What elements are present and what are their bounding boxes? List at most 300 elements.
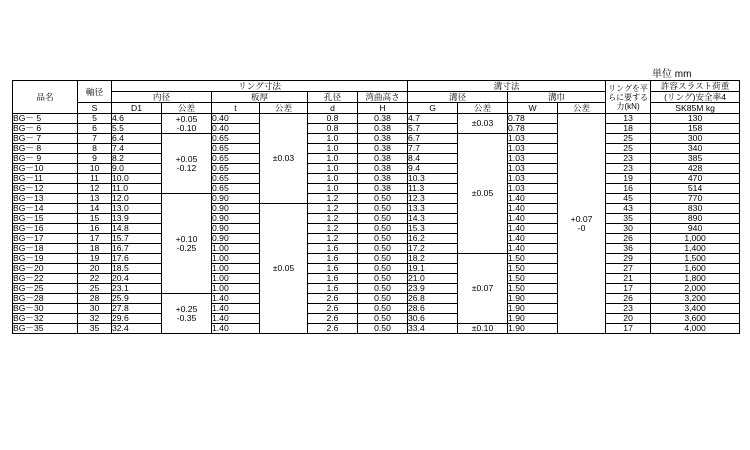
flat-force-value: 45: [606, 194, 651, 204]
w-value: 1.50: [508, 274, 558, 284]
t-tolerance-cell: [260, 114, 308, 204]
d-value: 1.6: [308, 254, 358, 264]
h-value: 0.38: [358, 114, 408, 124]
product-name: BG－ 7: [13, 134, 78, 144]
header-w: W: [508, 103, 558, 114]
header-groove-dia: 溝径: [408, 92, 508, 103]
flat-force-value: 43: [606, 204, 651, 214]
h-value: 0.50: [358, 244, 408, 254]
w-value: 0.78: [508, 114, 558, 124]
product-name: BG－25: [13, 284, 78, 294]
h-value: 0.50: [358, 224, 408, 234]
d-value: 2.6: [308, 304, 358, 314]
d1-value: 14.8: [112, 224, 162, 234]
t-tolerance-cell: [260, 204, 308, 334]
h-value: 0.50: [358, 304, 408, 314]
table-row: [13, 224, 740, 234]
d-value: 2.6: [308, 324, 358, 334]
h-value: 0.50: [358, 284, 408, 294]
d1-value: 29.6: [112, 314, 162, 324]
h-value: 0.50: [358, 264, 408, 274]
d1-value: 5.5: [112, 124, 162, 134]
header-thickness: 板厚: [212, 92, 308, 103]
header-name: 品名: [13, 81, 78, 114]
flat-force-value: 26: [606, 294, 651, 304]
product-name: BG－13: [13, 194, 78, 204]
tolerance-line: +0.10: [175, 233, 198, 244]
table-header: [13, 81, 740, 114]
flat-force-value: 23: [606, 304, 651, 314]
g-value: 5.7: [408, 124, 458, 134]
thrust-load-value: 4,000: [651, 324, 740, 334]
g-value: 12.3: [408, 194, 458, 204]
product-name: BG－16: [13, 224, 78, 234]
shaft-dia-value: 25: [78, 284, 112, 294]
h-value: 0.38: [358, 164, 408, 174]
table-row: [13, 114, 740, 124]
g-value: 7.7: [408, 144, 458, 154]
shaft-dia-value: 13: [78, 194, 112, 204]
d-value: 1.0: [308, 144, 358, 154]
product-name: BG－32: [13, 314, 78, 324]
flat-force-value: 23: [606, 154, 651, 164]
table-row: [13, 284, 740, 294]
g-value: 21.0: [408, 274, 458, 284]
thrust-load-value: 2,000: [651, 284, 740, 294]
thrust-load-value: 770: [651, 194, 740, 204]
header-d1-tolerance: 公差: [162, 103, 212, 114]
header-t-tolerance: 公差: [260, 103, 308, 114]
tolerance-line: -0: [577, 222, 586, 233]
g-value: 16.2: [408, 234, 458, 244]
t-value: 1.00: [212, 284, 260, 294]
t-value: 1.00: [212, 274, 260, 284]
d1-tolerance-value: [162, 235, 211, 253]
thrust-load-value: 1,600: [651, 264, 740, 274]
t-value: 0.65: [212, 174, 260, 184]
shaft-dia-value: 17: [78, 234, 112, 244]
d-value: 2.6: [308, 294, 358, 304]
w-value: 1.40: [508, 224, 558, 234]
d-value: 1.0: [308, 174, 358, 184]
thrust-load-value: 300: [651, 134, 740, 144]
tolerance-line: +0.05: [175, 113, 198, 124]
flat-force-value: 35: [606, 214, 651, 224]
d-value: 1.2: [308, 214, 358, 224]
table-row: [13, 304, 740, 314]
d1-tolerance-value: [162, 155, 211, 173]
h-value: 0.50: [358, 234, 408, 244]
d1-tolerance-value: [162, 305, 211, 323]
w-value: 0.78: [508, 124, 558, 134]
g-tolerance-cell: [458, 134, 508, 254]
d1-value: 25.9: [112, 294, 162, 304]
g-value: 10.3: [408, 174, 458, 184]
shaft-dia-value: 9: [78, 154, 112, 164]
d-value: 1.2: [308, 234, 358, 244]
h-value: 0.50: [358, 314, 408, 324]
w-value: 1.40: [508, 194, 558, 204]
d-value: 1.2: [308, 194, 358, 204]
header-w-tolerance: 公差: [558, 103, 606, 114]
product-name: BG－ 5: [13, 114, 78, 124]
d-value: 0.8: [308, 124, 358, 134]
product-name: BG－15: [13, 214, 78, 224]
header-t: t: [212, 103, 260, 114]
d1-value: 12.0: [112, 194, 162, 204]
shaft-dia-value: 35: [78, 324, 112, 334]
thrust-load-value: 1,000: [651, 234, 740, 244]
flat-force-value: 13: [606, 114, 651, 124]
d1-value: 17.6: [112, 254, 162, 264]
d-value: 1.0: [308, 184, 358, 194]
d-value: 2.6: [308, 314, 358, 324]
g-value: 14.3: [408, 214, 458, 224]
flat-force-value: 18: [606, 124, 651, 134]
h-value: 0.50: [358, 324, 408, 334]
flat-force-value: 16: [606, 184, 651, 194]
t-value: 0.90: [212, 204, 260, 214]
d-value: 1.0: [308, 164, 358, 174]
d-value: 1.2: [308, 204, 358, 214]
flat-force-value: 25: [606, 134, 651, 144]
spec-table: [12, 80, 740, 334]
shaft-dia-value: 11: [78, 174, 112, 184]
product-name: BG－10: [13, 164, 78, 174]
thrust-load-value: 514: [651, 184, 740, 194]
d1-tolerance-value: [162, 115, 211, 133]
t-value: 0.65: [212, 154, 260, 164]
table-row: [13, 234, 740, 244]
tolerance-line: +0.05: [175, 153, 198, 164]
shaft-dia-value: 28: [78, 294, 112, 304]
header-h: H: [358, 103, 408, 114]
d1-value: 18.5: [112, 264, 162, 274]
t-value: 0.40: [212, 124, 260, 134]
product-name: BG－17: [13, 234, 78, 244]
header-hole-dia: 孔径: [308, 92, 358, 103]
g-value: 26.8: [408, 294, 458, 304]
header-flat-force: リングを平らに要する力(kN): [606, 81, 651, 114]
t-tolerance-value: ±0.05: [272, 263, 295, 273]
t-value: 1.00: [212, 254, 260, 264]
header-thrust-load-1: 許容スラスト荷重: [651, 81, 740, 92]
thrust-load-value: 1,800: [651, 274, 740, 284]
shaft-dia-value: 18: [78, 244, 112, 254]
t-value: 1.40: [212, 314, 260, 324]
h-value: 0.50: [358, 214, 408, 224]
shaft-dia-value: 19: [78, 254, 112, 264]
header-d1: D1: [112, 103, 162, 114]
table-row: [13, 144, 740, 154]
header-inner-dia: 内径: [112, 92, 212, 103]
w-value: 1.40: [508, 214, 558, 224]
t-value: 0.65: [212, 164, 260, 174]
w-tolerance-value: [558, 215, 605, 233]
g-tolerance-cell: [458, 254, 508, 324]
header-shaft-symbol: S: [78, 103, 112, 114]
h-value: 0.38: [358, 124, 408, 134]
header-d: d: [308, 103, 358, 114]
w-tolerance-cell: [558, 114, 606, 334]
w-value: 1.40: [508, 234, 558, 244]
flat-force-value: 20: [606, 314, 651, 324]
w-value: 1.40: [508, 204, 558, 214]
d1-value: 13.0: [112, 204, 162, 214]
w-value: 1.50: [508, 284, 558, 294]
tolerance-line: +0.07: [570, 213, 593, 224]
g-value: 11.3: [408, 184, 458, 194]
header-thrust-load-2: (リング)安全率4: [651, 92, 740, 103]
thrust-load-value: 890: [651, 214, 740, 224]
shaft-dia-value: 15: [78, 214, 112, 224]
product-name: BG－ 6: [13, 124, 78, 134]
shaft-dia-value: 6: [78, 124, 112, 134]
shaft-dia-value: 14: [78, 204, 112, 214]
table-row: [13, 264, 740, 274]
flat-force-value: 17: [606, 284, 651, 294]
d-value: 1.6: [308, 244, 358, 254]
d1-value: 11.0: [112, 184, 162, 194]
w-value: 1.03: [508, 134, 558, 144]
tolerance-line: -0.35: [176, 312, 197, 323]
thrust-load-value: 830: [651, 204, 740, 214]
t-value: 1.00: [212, 244, 260, 254]
d-value: 1.6: [308, 284, 358, 294]
d1-value: 7.4: [112, 144, 162, 154]
h-value: 0.50: [358, 194, 408, 204]
table-row: [13, 274, 740, 284]
g-value: 30.6: [408, 314, 458, 324]
d1-value: 15.7: [112, 234, 162, 244]
tolerance-line: -0.12: [176, 162, 197, 173]
shaft-dia-value: 8: [78, 144, 112, 154]
h-value: 0.38: [358, 154, 408, 164]
g-value: 19.1: [408, 264, 458, 274]
shaft-dia-value: 32: [78, 314, 112, 324]
d1-value: 10.0: [112, 174, 162, 184]
g-tolerance-value: ±0.03: [471, 118, 494, 128]
table-row: [13, 184, 740, 194]
header-shaft-dia: 軸径: [78, 81, 112, 103]
thrust-load-value: 3,400: [651, 304, 740, 314]
shaft-dia-value: 10: [78, 164, 112, 174]
header-ring-dims: リング寸法: [112, 81, 408, 92]
thrust-load-value: 340: [651, 144, 740, 154]
g-tolerance-value: ±0.10: [471, 323, 494, 333]
t-value: 0.65: [212, 184, 260, 194]
g-value: 28.6: [408, 304, 458, 314]
table-row: [13, 294, 740, 304]
h-value: 0.38: [358, 134, 408, 144]
product-name: BG－ 9: [13, 154, 78, 164]
t-value: 1.40: [212, 324, 260, 334]
w-value: 1.03: [508, 144, 558, 154]
shaft-dia-value: 5: [78, 114, 112, 124]
table-row: [13, 244, 740, 254]
g-tolerance-value: ±0.05: [471, 188, 494, 198]
d1-value: 8.2: [112, 154, 162, 164]
thrust-load-value: 3,200: [651, 294, 740, 304]
d-value: 1.2: [308, 224, 358, 234]
table-row: [13, 164, 740, 174]
unit-label: 単位 mm: [652, 69, 692, 80]
table-row: [13, 204, 740, 214]
t-value: 0.90: [212, 234, 260, 244]
table-row: [13, 194, 740, 204]
product-name: BG－30: [13, 304, 78, 314]
flat-force-value: 29: [606, 254, 651, 264]
product-name: BG－14: [13, 204, 78, 214]
table-row: [13, 254, 740, 264]
thrust-load-value: 130: [651, 114, 740, 124]
flat-force-value: 19: [606, 174, 651, 184]
table-row: [13, 324, 740, 334]
g-value: 6.7: [408, 134, 458, 144]
d1-tolerance-cell: [162, 294, 212, 334]
h-value: 0.50: [358, 274, 408, 284]
thrust-load-value: 158: [651, 124, 740, 134]
product-name: BG－20: [13, 264, 78, 274]
h-value: 0.50: [358, 254, 408, 264]
w-value: 1.03: [508, 174, 558, 184]
g-value: 13.3: [408, 204, 458, 214]
table-row: [13, 214, 740, 224]
g-value: 4.7: [408, 114, 458, 124]
t-value: 1.40: [212, 304, 260, 314]
h-value: 0.50: [358, 294, 408, 304]
product-name: BG－11: [13, 174, 78, 184]
w-value: 1.90: [508, 304, 558, 314]
g-tolerance-cell: [458, 114, 508, 134]
d-value: 1.6: [308, 264, 358, 274]
header-bend-height: 湾曲高さ: [358, 92, 408, 103]
d-value: 1.0: [308, 154, 358, 164]
thrust-load-value: 428: [651, 164, 740, 174]
shaft-dia-value: 30: [78, 304, 112, 314]
g-value: 23.9: [408, 284, 458, 294]
d1-tolerance-cell: [162, 134, 212, 194]
header-groove-width: 溝巾: [508, 92, 606, 103]
h-value: 0.50: [358, 204, 408, 214]
g-value: 9.4: [408, 164, 458, 174]
w-value: 1.90: [508, 324, 558, 334]
w-value: 1.03: [508, 184, 558, 194]
thrust-load-value: 470: [651, 174, 740, 184]
flat-force-value: 21: [606, 274, 651, 284]
d1-value: 9.0: [112, 164, 162, 174]
product-name: BG－22: [13, 274, 78, 284]
thrust-load-value: 1,500: [651, 254, 740, 264]
product-name: BG－35: [13, 324, 78, 334]
table-body: [13, 114, 740, 334]
t-value: 1.40: [212, 294, 260, 304]
t-value: 0.40: [212, 114, 260, 124]
tolerance-line: -0.10: [176, 122, 197, 133]
d-value: 1.6: [308, 274, 358, 284]
w-value: 1.90: [508, 314, 558, 324]
tolerance-line: -0.25: [176, 242, 197, 253]
product-name: BG－18: [13, 244, 78, 254]
g-value: 33.4: [408, 324, 458, 334]
thrust-load-value: 1,400: [651, 244, 740, 254]
shaft-dia-value: 20: [78, 264, 112, 274]
thrust-load-value: 940: [651, 224, 740, 234]
t-value: 1.00: [212, 264, 260, 274]
d1-value: 32.4: [112, 324, 162, 334]
product-name: BG－ 8: [13, 144, 78, 154]
product-name: BG－19: [13, 254, 78, 264]
flat-force-value: 36: [606, 244, 651, 254]
header-g: G: [408, 103, 458, 114]
d1-value: 16.7: [112, 244, 162, 254]
shaft-dia-value: 12: [78, 184, 112, 194]
flat-force-value: 23: [606, 164, 651, 174]
table-row: [13, 154, 740, 164]
shaft-dia-value: 7: [78, 134, 112, 144]
table-row: [13, 134, 740, 144]
w-value: 1.40: [508, 244, 558, 254]
header-thrust-load-3: SK85M kg: [651, 103, 740, 114]
product-name: BG－28: [13, 294, 78, 304]
flat-force-value: 27: [606, 264, 651, 274]
d1-value: 6.4: [112, 134, 162, 144]
t-tolerance-value: ±0.03: [272, 153, 295, 163]
shaft-dia-value: 22: [78, 274, 112, 284]
d1-tolerance-cell: [162, 194, 212, 294]
table-row: [13, 124, 740, 134]
g-value: 8.4: [408, 154, 458, 164]
w-value: 1.90: [508, 294, 558, 304]
flat-force-value: 26: [606, 234, 651, 244]
t-value: 0.65: [212, 144, 260, 154]
table-row: [13, 314, 740, 324]
d-value: 1.0: [308, 134, 358, 144]
flat-force-value: 17: [606, 324, 651, 334]
thrust-load-value: 385: [651, 154, 740, 164]
d1-value: 4.6: [112, 114, 162, 124]
header-groove-dims: 溝寸法: [408, 81, 606, 92]
w-value: 1.50: [508, 254, 558, 264]
flat-force-value: 25: [606, 144, 651, 154]
w-value: 1.03: [508, 164, 558, 174]
t-value: 0.90: [212, 224, 260, 234]
t-value: 0.65: [212, 134, 260, 144]
g-tolerance-value: ±0.07: [471, 283, 494, 293]
g-value: 15.3: [408, 224, 458, 234]
h-value: 0.38: [358, 144, 408, 154]
header-g-tolerance: 公差: [458, 103, 508, 114]
w-value: 1.50: [508, 264, 558, 274]
product-name: BG－12: [13, 184, 78, 194]
flat-force-value: 30: [606, 224, 651, 234]
g-tolerance-cell: [458, 324, 508, 334]
d1-value: 27.8: [112, 304, 162, 314]
d1-value: 23.1: [112, 284, 162, 294]
h-value: 0.38: [358, 174, 408, 184]
shaft-dia-value: 16: [78, 224, 112, 234]
tolerance-line: +0.25: [175, 303, 198, 314]
thrust-load-value: 3,600: [651, 314, 740, 324]
d1-tolerance-cell: [162, 114, 212, 134]
t-value: 0.90: [212, 194, 260, 204]
t-value: 0.90: [212, 214, 260, 224]
d1-value: 13.9: [112, 214, 162, 224]
w-value: 1.03: [508, 154, 558, 164]
table-row: [13, 174, 740, 184]
g-value: 17.2: [408, 244, 458, 254]
d-value: 0.8: [308, 114, 358, 124]
